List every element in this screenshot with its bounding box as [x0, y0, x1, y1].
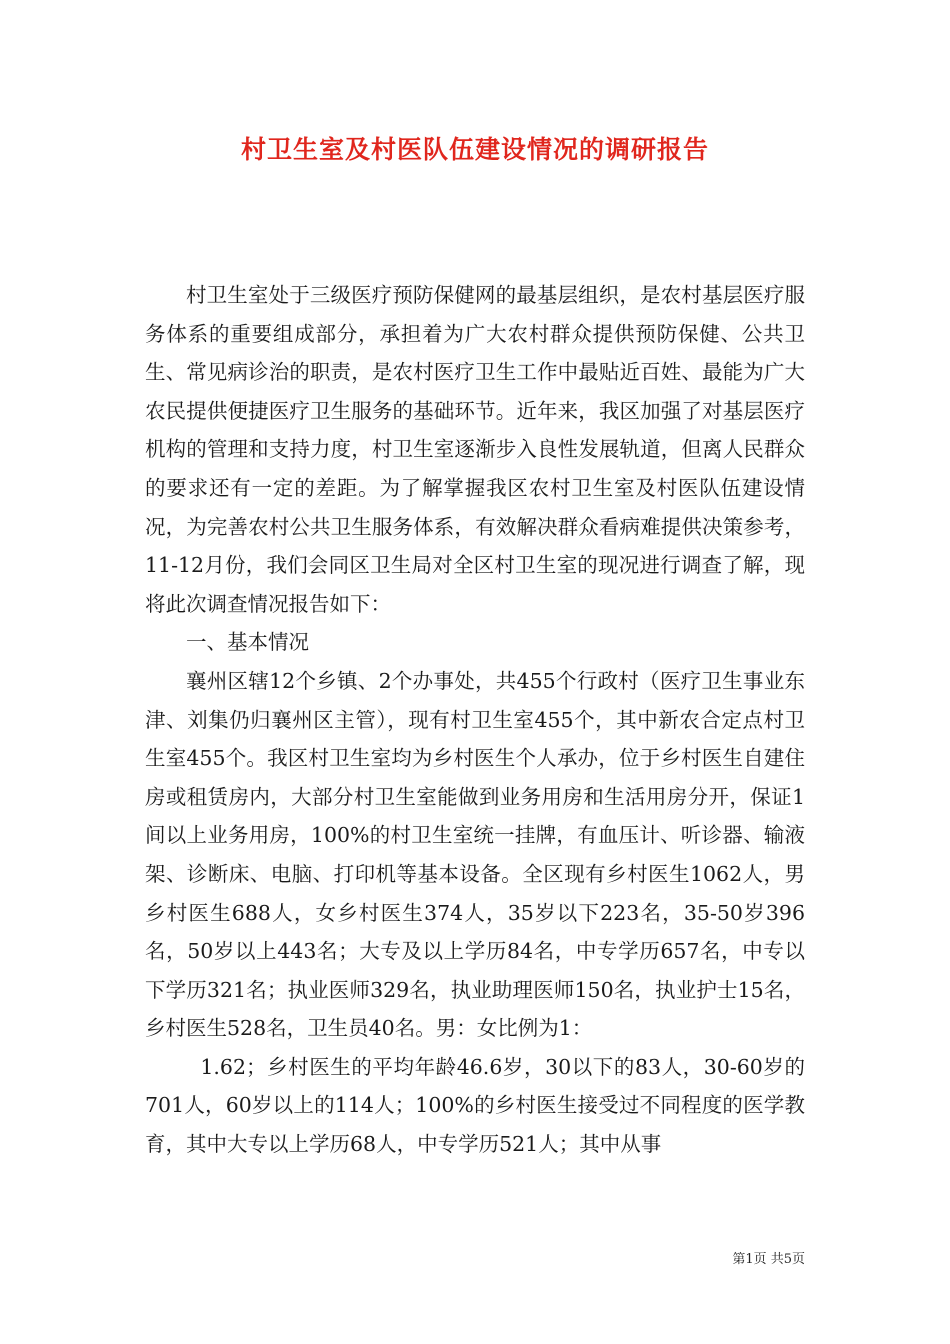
section-heading: 一、基本情况	[186, 630, 309, 655]
document-title: 村卫生室及村医队伍建设情况的调研报告	[240, 135, 709, 164]
document-body	[145, 276, 805, 1164]
intro-paragraph: 村卫生室处于三级医疗预防保健网的最基层组织，是农村基层医疗服务体系的重要组成部分，承担着为广大农村群众提供预防保健、公共卫生、常见病诊治的职责，是农村医疗卫生工作中最贴近百姓、最能为广大农民提供便捷医疗卫生服务的基础环节。近年来，我区加强了对基层医疗机构的管理和支持力度，村卫生室逐渐步入良性发展轨道，但离人民群众的要求还有一定的差距。为了解掌握我区农村卫生室及村医队伍建设情况，为完善农村公共卫生服务体系，有效解决群众看病难提供决策参考，11-12月份，我们会同区卫生局对全区村卫生室的现况进行调查了解，现将此次调查情况报告如下：	[145, 283, 805, 616]
continuation-paragraph: 1.62；乡村医生的平均年龄46.6岁，30以下的83人，30-60岁的701人，60岁以上的114人；100%的乡村医生接受过不同程度的医学教育，其中大专以上学历68人，中专学历521人；其中从事	[145, 1054, 805, 1157]
basic-info-paragraph: 襄州区辖12个乡镇、2个办事处，共455个行政村（医疗卫生事业东津、刘集仍归襄州区主管），现有村卫生室455个，其中新农合定点村卫生室455个。我区村卫生室均为乡村医生个人承办，位于乡村医生自建住房或租赁房内，大部分村卫生室能做到业务用房和生活用房分开，保证1间以上业务用房，100%的村卫生室统一挂牌，有血压计、听诊器、输液架、诊断床、电脑、打印机等基本设备。全区现有乡村医生1062人，男乡村医生688人，女乡村医生374人，35岁以下223名，35-50岁396名，50岁以上443名；大专及以上学历84名，中专学历657名，中专以下学历321名；执业医师329名，执业助理医师150名，执业护士15名，乡村医生528名，卫生员40名。男：女比例为1：	[145, 668, 805, 1041]
page-number-footer: 第1页 共5页	[732, 1252, 805, 1267]
